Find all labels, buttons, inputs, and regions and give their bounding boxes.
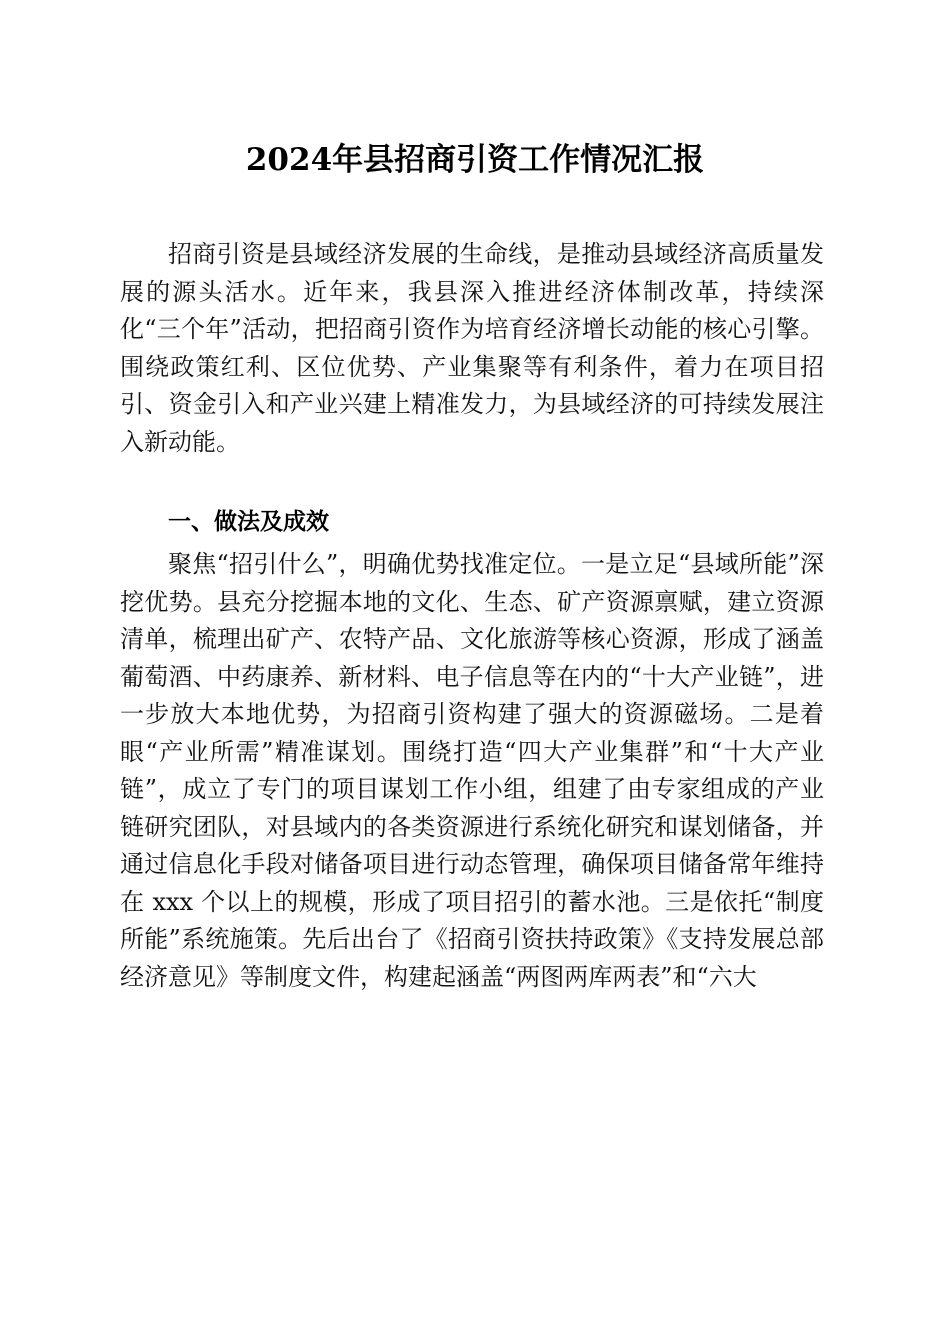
section-heading: 一、做法及成效: [168, 509, 329, 535]
document-title: 2024年县招商引资工作情况汇报: [245, 142, 705, 178]
intro-paragraph: 招商引资是县域经济发展的生命线，是推动县域经济高质量发展的源头活水。近年来，我县深入推进经济体制改革，持续深化“三个年”活动，把招商引资作为培育经济增长动能的核心引擎。围绕政策红利、区位优势、产业集聚等有利条件，着力在项目招引、资金引入和产业兴建上精准发力，为县域经济的可持续发展注入新动能。: [120, 240, 824, 456]
body-paragraph: 聚焦“招引什么”，明确优势找准定位。一是立足“县域所能”深挖优势。县充分挖掘本地的文化、生态、矿产资源禀赋，建立资源清单，梳理出矿产、农特产品、文化旅游等核心资源，形成了涵盖葡萄酒、中药康养、新材料、电子信息等在内的“十大产业链”，进一步放大本地优势，为招商引资构建了强大的资源磁场。二是着眼“产业所需”精准谋划。围绕打造“四大产业集群”和“十大产业链”，成立了专门的项目谋划工作小组，组建了由专家组成的产业链研究团队，对县域内的各类资源进行系统化研究和谋划储备，并通过信息化手段对储备项目进行动态管理，确保项目储备常年维持在 xxx 个以上的规模，形成了项目招引的蓄水池。三是依托“制度所能”系统施策。先后出台了《招商引资扶持政策》《支持发展总部经济意见》等制度文件，构建起涵盖“两图两库两表”和“六大: [120, 550, 824, 991]
